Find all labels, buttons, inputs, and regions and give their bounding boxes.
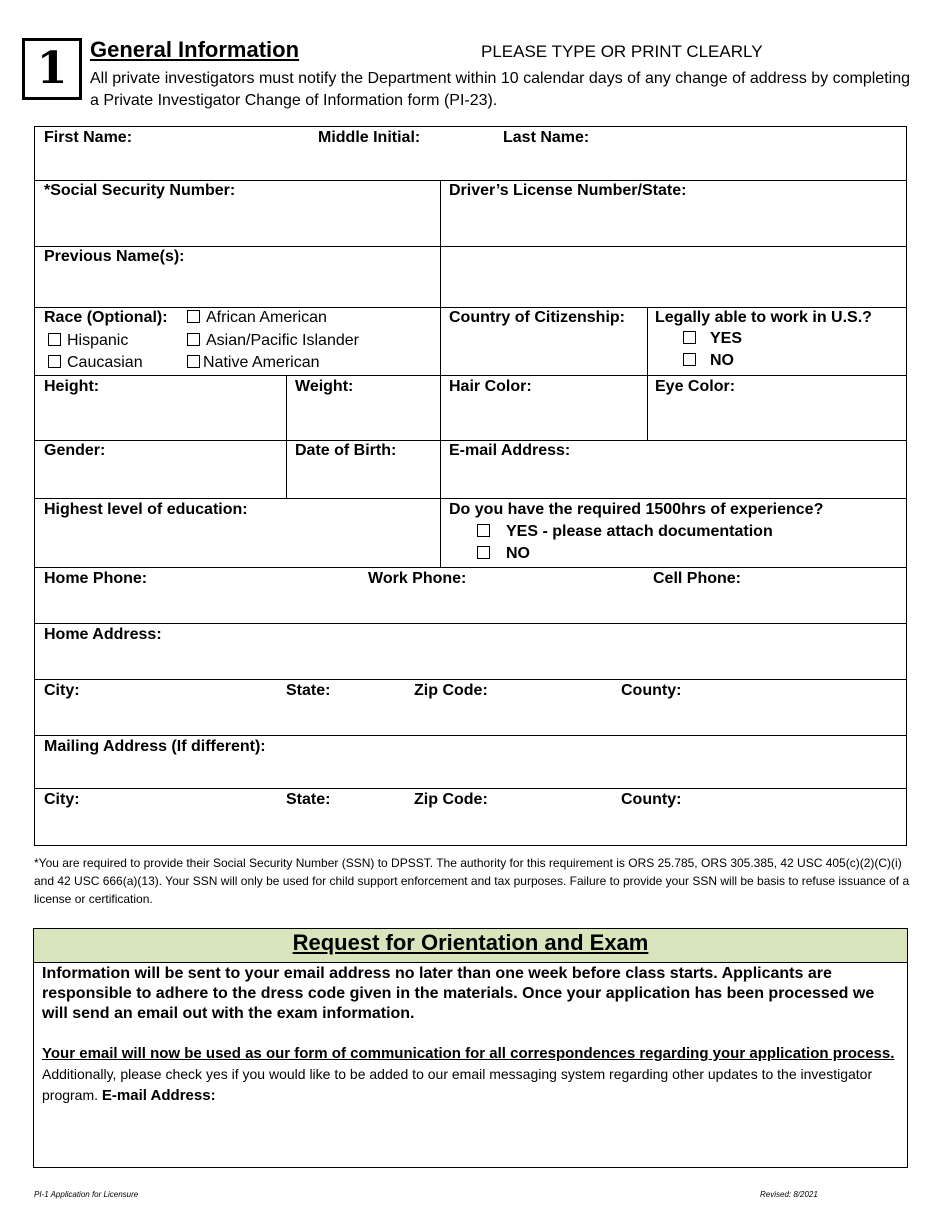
work-phone-field[interactable]: Work Phone: xyxy=(368,570,467,587)
mailing-city-field[interactable]: City: xyxy=(44,791,80,808)
checkbox-icon xyxy=(477,524,490,537)
checkbox-icon xyxy=(683,353,696,366)
drivers-license-field[interactable]: Driver’s License Number/State: xyxy=(449,182,687,199)
country-citizenship-field[interactable]: Country of Citizenship: xyxy=(449,309,625,326)
county-field[interactable]: County: xyxy=(621,682,682,699)
ssn-field[interactable]: *Social Security Number: xyxy=(44,182,236,199)
row-divider xyxy=(34,788,907,789)
row-divider xyxy=(34,735,907,736)
row-divider xyxy=(34,498,907,499)
education-field[interactable]: Highest level of education: xyxy=(44,501,248,518)
checkbox-icon xyxy=(477,546,490,559)
experience-no-option[interactable]: NO xyxy=(477,545,530,563)
checkbox-icon xyxy=(683,331,696,344)
legally-work-label: Legally able to work in U.S.? xyxy=(655,309,872,326)
row-divider xyxy=(34,440,907,441)
checkbox-icon xyxy=(48,333,61,346)
last-name-field[interactable]: Last Name: xyxy=(503,129,590,146)
race-option-african-american[interactable]: African American xyxy=(187,309,327,327)
row-divider xyxy=(34,623,907,624)
orientation-email-field[interactable]: E-mail Address: xyxy=(101,1087,216,1104)
height-field[interactable]: Height: xyxy=(44,378,100,395)
orientation-title: Request for Orientation and Exam xyxy=(292,930,649,955)
print-instruction: PLEASE TYPE OR PRINT CLEARLY xyxy=(481,42,763,61)
column-divider xyxy=(440,180,441,567)
checkbox-icon xyxy=(187,355,200,368)
email-communication-notice: Your email will now be used as our form of communication for all correspondences regarding your application process. xyxy=(42,1045,895,1062)
experience-question: Do you have the required 1500hrs of experience? xyxy=(449,501,824,518)
column-divider xyxy=(647,307,648,440)
footer-form-name: PI-1 Application for Licensure xyxy=(34,1190,139,1199)
home-phone-field[interactable]: Home Phone: xyxy=(44,570,148,587)
mailing-address-field[interactable]: Mailing Address (If different): xyxy=(44,738,266,755)
orientation-email-text xyxy=(42,1043,902,1106)
row-divider xyxy=(34,180,907,181)
checkbox-icon xyxy=(187,310,200,323)
race-option-asian-pacific-islander[interactable]: Asian/Pacific Islander xyxy=(187,332,359,350)
ssn-disclosure-note: *You are required to provide their Social Security Number (SSN) to DPSST. The authority for this requirement is ORS 25.785, ORS 305.385, 42 USC 405(c)(2)(C)(i) and 42 USC 666(a)(13). Your SSN will only be used for child support enforcement and tax purposes. Failure to provide your SSN will be basis to refuse issuance of a license or certification. xyxy=(34,856,910,906)
race-option-hispanic[interactable]: Hispanic xyxy=(48,332,128,350)
work-yes-option[interactable]: YES xyxy=(683,330,742,348)
footer-revision: Revised: 8/2021 xyxy=(760,1190,818,1199)
gender-field[interactable]: Gender: xyxy=(44,442,106,459)
row-divider xyxy=(34,307,907,308)
column-divider xyxy=(286,375,287,498)
cell-phone-field[interactable]: Cell Phone: xyxy=(653,570,742,587)
mailing-county-field[interactable]: County: xyxy=(621,791,682,808)
city-field[interactable]: City: xyxy=(44,682,80,699)
row-divider xyxy=(34,567,907,568)
section-number: 1 xyxy=(22,38,82,100)
email-opt-in-text: Additionally, please check yes if you would like to be added to our email messaging system regarding other updates to the investigator program. xyxy=(42,1066,873,1103)
previous-names-field[interactable]: Previous Name(s): xyxy=(44,248,185,265)
row-divider xyxy=(34,679,907,680)
checkbox-icon xyxy=(48,355,61,368)
intro-text: All private investigators must notify the Department within 10 calendar days of any change of address by completing a Private Investigator Change of Information form (PI-23). xyxy=(90,70,910,109)
experience-yes-option[interactable]: YES - please attach documentation xyxy=(477,523,773,541)
mailing-state-field[interactable]: State: xyxy=(286,791,331,808)
email-field[interactable]: E-mail Address: xyxy=(449,442,571,459)
hair-color-field[interactable]: Hair Color: xyxy=(449,378,532,395)
eye-color-field[interactable]: Eye Color: xyxy=(655,378,736,395)
weight-field[interactable]: Weight: xyxy=(295,378,354,395)
home-address-field[interactable]: Home Address: xyxy=(44,626,162,643)
row-divider xyxy=(34,246,907,247)
checkbox-icon xyxy=(187,333,200,346)
middle-initial-field[interactable]: Middle Initial: xyxy=(318,129,421,146)
race-option-native-american[interactable]: Native American xyxy=(187,354,320,372)
section-title: General Information xyxy=(90,37,300,62)
mailing-zip-code-field[interactable]: Zip Code: xyxy=(414,791,488,808)
work-no-option[interactable]: NO xyxy=(683,352,734,370)
date-of-birth-field[interactable]: Date of Birth: xyxy=(295,442,397,459)
zip-code-field[interactable]: Zip Code: xyxy=(414,682,488,699)
race-option-caucasian[interactable]: Caucasian xyxy=(48,354,143,372)
row-divider xyxy=(34,375,907,376)
orientation-info-text: Information will be sent to your email address no later than one week before class starts. Applicants are responsible to adhere to the dress code given in the materials. Once your application has been processed we will send an email out with the exam information. xyxy=(42,965,875,1022)
first-name-field[interactable]: First Name: xyxy=(44,129,133,146)
race-label: Race (Optional): xyxy=(44,309,168,326)
state-field[interactable]: State: xyxy=(286,682,331,699)
